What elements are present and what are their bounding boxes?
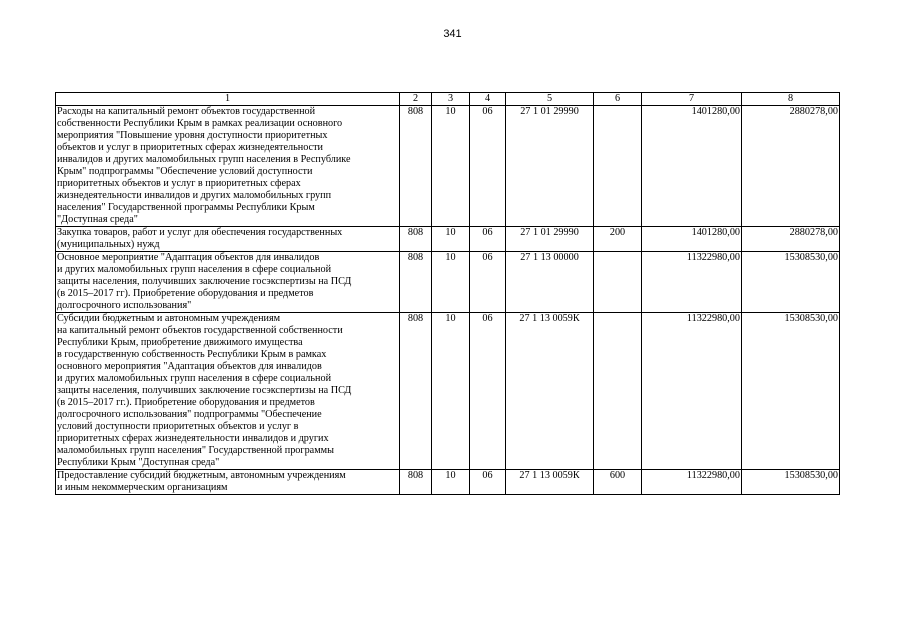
row-amount-1: 11322980,00 xyxy=(642,470,742,495)
row-amount-1: 1401280,00 xyxy=(642,106,742,227)
row-expense-type xyxy=(594,313,642,470)
table-row xyxy=(56,313,840,470)
row-section-code: 10 xyxy=(432,470,470,495)
row-section-code: 10 xyxy=(432,252,470,313)
row-amount-2: 15308530,00 xyxy=(742,313,840,470)
row-expense-type: 200 xyxy=(594,227,642,252)
row-subsection-code: 06 xyxy=(470,106,506,227)
page-number: 341 xyxy=(443,28,462,40)
row-section-code: 10 xyxy=(432,227,470,252)
header-col-2: 2 xyxy=(400,93,432,106)
row-section-code: 10 xyxy=(432,313,470,470)
row-expense-type: 600 xyxy=(594,470,642,495)
row-subsection-code: 06 xyxy=(470,313,506,470)
header-row xyxy=(56,93,840,106)
header-col-7: 7 xyxy=(642,93,742,106)
row-description: Предоставление субсидий бюджетным, автономным учреждениям и иным некоммерческим организациям xyxy=(56,470,400,495)
row-ministry-code: 808 xyxy=(400,106,432,227)
row-ministry-code: 808 xyxy=(400,227,432,252)
row-target-code: 27 1 13 0059К xyxy=(506,313,594,470)
row-target-code: 27 1 01 29990 xyxy=(506,227,594,252)
row-amount-2: 2880278,00 xyxy=(742,227,840,252)
row-description: Расходы на капитальный ремонт объектов государственной собственности Республики Крым в рамках реализации основного мероприятия "Повышение уровня доступности приоритетных объектов и услуг в приоритетных сферах жизнедеятельности инвалидов и других маломобильных групп населения в Республике Крым" подпрограммы "Обеспечение условий доступности приоритетных объектов и услуг в приоритетных сферах жизнедеятельности инвалидов и других маломобильных групп населения" Государственной программы Республики Крым "Доступная среда" xyxy=(56,106,400,227)
table-row xyxy=(56,252,840,313)
row-amount-2: 15308530,00 xyxy=(742,252,840,313)
row-target-code: 27 1 13 00000 xyxy=(506,252,594,313)
row-amount-2: 2880278,00 xyxy=(742,106,840,227)
row-description: Закупка товаров, работ и услуг для обеспечения государственных (муниципальных) нужд xyxy=(56,227,400,252)
row-expense-type xyxy=(594,106,642,227)
row-amount-1: 11322980,00 xyxy=(642,313,742,470)
table-row xyxy=(56,106,840,227)
row-target-code: 27 1 01 29990 xyxy=(506,106,594,227)
row-ministry-code: 808 xyxy=(400,252,432,313)
row-description: Субсидии бюджетным и автономным учреждениям на капитальный ремонт объектов государственной собственности Республики Крым, приобретение движимого имущества в государственную собственность Республики Крым в рамках основного мероприятия "Адаптация объектов для инвалидов и других маломобильных групп населения в сфере социальной защиты населения, получивших заключение госэкспертизы на ПСД (в 2015–2017 гг.). Приобретение оборудования и предметов долгосрочного использования" подпрограммы "Обеспечение условий доступности приоритетных объектов и услуг в приоритетных сферах жизнедеятельности инвалидов и других маломобильных групп населения" Государственной программы Республики Крым "Доступная среда" xyxy=(56,313,400,470)
row-description: Основное мероприятие "Адаптация объектов для инвалидов и других маломобильных групп населения в сфере социальной защиты населения, получивших заключение госэкспертизы на ПСД (в 2015–2017 гг). Приобретение оборудования и предметов долгосрочного использования" xyxy=(56,252,400,313)
row-amount-1: 1401280,00 xyxy=(642,227,742,252)
row-ministry-code: 808 xyxy=(400,313,432,470)
table-row xyxy=(56,227,840,252)
row-subsection-code: 06 xyxy=(470,470,506,495)
row-expense-type xyxy=(594,252,642,313)
header-col-4: 4 xyxy=(470,93,506,106)
row-subsection-code: 06 xyxy=(470,227,506,252)
row-target-code: 27 1 13 0059К xyxy=(506,470,594,495)
budget-table xyxy=(55,92,840,495)
header-col-3: 3 xyxy=(432,93,470,106)
row-section-code: 10 xyxy=(432,106,470,227)
row-subsection-code: 06 xyxy=(470,252,506,313)
row-ministry-code: 808 xyxy=(400,470,432,495)
header-col-5: 5 xyxy=(506,93,594,106)
header-col-8: 8 xyxy=(742,93,840,106)
row-amount-2: 15308530,00 xyxy=(742,470,840,495)
header-col-6: 6 xyxy=(594,93,642,106)
row-amount-1: 11322980,00 xyxy=(642,252,742,313)
table-row xyxy=(56,470,840,495)
header-col-1: 1 xyxy=(56,93,400,106)
